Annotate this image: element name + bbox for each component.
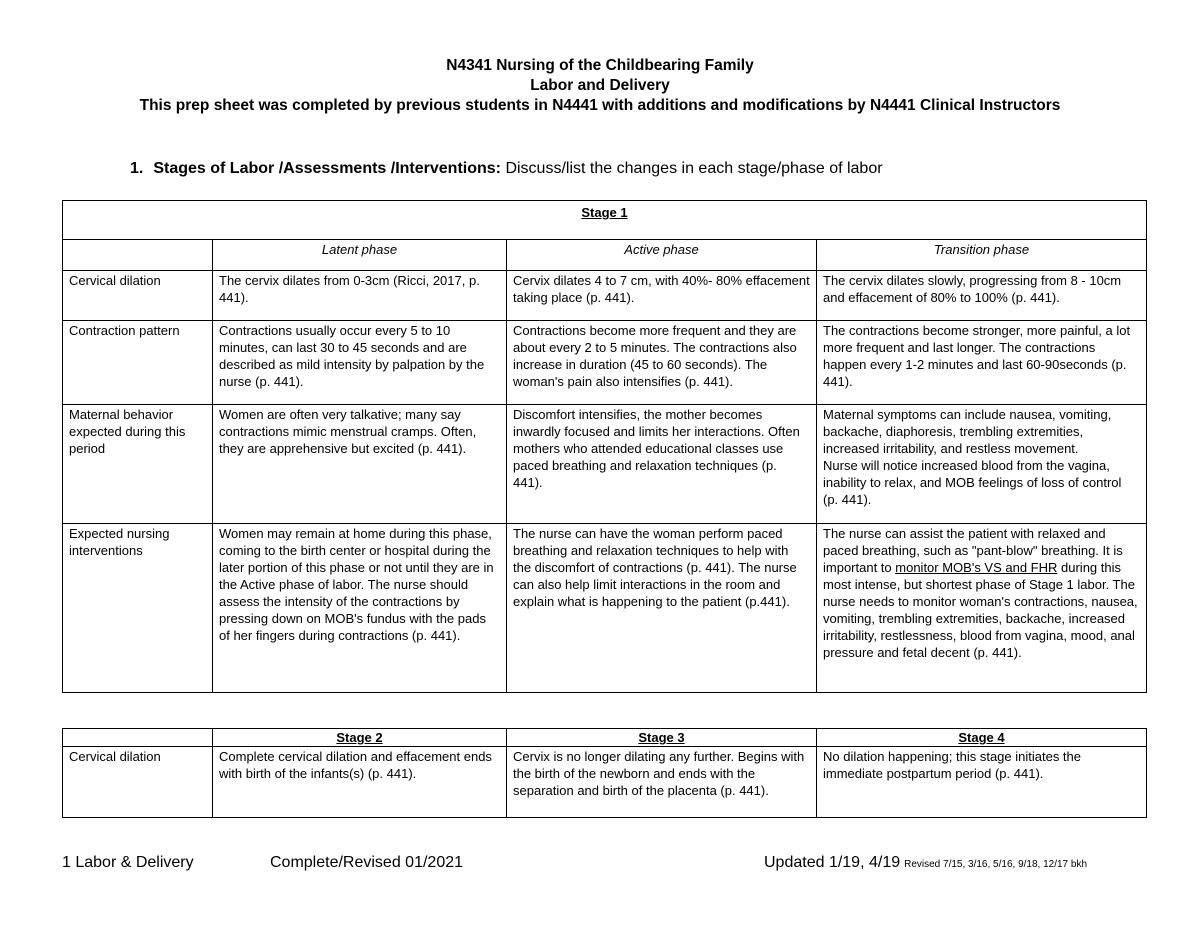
active-cell: Cervix dilates 4 to 7 cm, with 40%- 80% effacement taking place (p. 441). — [507, 271, 817, 321]
section-title — [130, 160, 883, 178]
document-title: Labor and Delivery — [530, 77, 670, 94]
transition-text-post: during this most intense, but shortest phase of Stage 1 labor. The nurse needs to monitor woman's contractions, nausea, vomiting, trembling extremities, backache, increased irritability, restlessness, blood from vagina, mood, anal pressure and fetal decent (p. 441). — [823, 560, 1138, 660]
stage1-table — [62, 200, 1147, 693]
section-title-bold: Stages of Labor /Assessments /Interventions: — [153, 160, 501, 177]
transition-cell — [817, 524, 1147, 693]
row-label: Cervical dilation — [63, 271, 213, 321]
page-footer — [62, 854, 1146, 874]
transition-phase-heading: Transition phase — [817, 240, 1147, 271]
transition-text-a: Maternal symptoms can include nausea, vomiting, backache, diaphoresis, trembling extremities, increased irritability, and restless movement. — [823, 407, 1112, 456]
course-title: N4341 Nursing of the Childbearing Family — [446, 57, 754, 74]
transition-cell: The contractions become stronger, more painful, a lot more frequent and last longer. The contractions happen every 1-2 minutes and last 60-90seconds (p. 441). — [817, 321, 1147, 405]
empty-corner-cell — [63, 729, 213, 747]
underlined-text: monitor MOB's VS and FHR — [895, 560, 1058, 575]
row-label: Cervical dilation — [63, 747, 213, 818]
latent-cell: The cervix dilates from 0-3cm (Ricci, 2017, p. 441). — [213, 271, 507, 321]
stage3-cell: Cervix is no longer dilating any further. Begins with the birth of the newborn and ends with the separation and birth of the placenta (p. 441). — [507, 747, 817, 818]
table-row — [63, 405, 1147, 524]
active-cell: Contractions become more frequent and they are about every 2 to 5 minutes. The contractions also increase in duration (45 to 60 seconds). The woman's pain also intensifies (p. 441). — [507, 321, 817, 405]
row-label: Maternal behavior expected during this period — [63, 405, 213, 524]
latent-cell: Women are often very talkative; many say contractions mimic menstrual cramps. Often, they are apprehensive but excited (p. 441). — [213, 405, 507, 524]
latent-phase-heading: Latent phase — [213, 240, 507, 271]
stage2-heading: Stage 2 — [213, 729, 507, 747]
active-phase-heading: Active phase — [507, 240, 817, 271]
stage1-heading: Stage 1 — [63, 201, 1147, 240]
stage4-cell: No dilation happening; this stage initiates the immediate postpartum period (p. 441). — [817, 747, 1147, 818]
stage3-heading: Stage 3 — [507, 729, 817, 747]
active-cell: The nurse can have the woman perform paced breathing and relaxation techniques to help with the discomfort of contractions (p. 441). The nurse can also help limit interactions in the room and explain what is happening to the patient (p.441). — [507, 524, 817, 693]
stages-2-4-table — [62, 728, 1147, 818]
section-number: 1. — [130, 160, 144, 177]
latent-cell: Contractions usually occur every 5 to 10 minutes, can last 30 to 45 seconds and are described as mild intensity by palpation by the nurse (p. 441). — [213, 321, 507, 405]
transition-cell: The cervix dilates slowly, progressing from 8 - 10cm and effacement of 80% to 100% (p. 441). — [817, 271, 1147, 321]
active-cell: Discomfort intensifies, the mother becomes inwardly focused and limits her interactions. Often mothers who attended educational classes use paced breathing and relaxation techniques (p. 441). — [507, 405, 817, 524]
document-header — [0, 56, 1200, 116]
latent-cell: Women may remain at home during this phase, coming to the birth center or hospital during the later portion of this phase or not until they are in the Active phase of labor. The nurse should assess the intensity of the contractions by pressing down on MOB's fundus with the pads of her fingers during contractions (p. 441). — [213, 524, 507, 693]
transition-text-pre: The nurse can assist the patient with relaxed and paced breathing, such as "pant-blow" breathing. It is important to — [823, 526, 1123, 575]
document-subtitle: This prep sheet was completed by previous students in N4441 with additions and modifications by N4441 Clinical Instructors — [139, 97, 1061, 114]
table-row — [63, 747, 1147, 818]
table-row — [63, 271, 1147, 321]
footer-page-label: 1 Labor & Delivery — [62, 854, 194, 871]
empty-corner-cell — [63, 240, 213, 271]
footer-updated-text: Updated 1/19, 4/19 — [764, 854, 901, 871]
footer-revised-text: Revised 7/15, 3/16, 5/16, 9/18, 12/17 bkh — [904, 859, 1088, 870]
stage4-heading: Stage 4 — [817, 729, 1147, 747]
transition-cell — [817, 405, 1147, 524]
stage2-cell: Complete cervical dilation and effacement ends with birth of the infants(s) (p. 441). — [213, 747, 507, 818]
table-row — [63, 321, 1147, 405]
transition-text-b: Nurse will notice increased blood from the vagina, inability to relax, and MOB feelings of loss of control (p. 441). — [823, 458, 1122, 507]
table-row — [63, 524, 1147, 693]
row-label: Expected nursing interventions — [63, 524, 213, 693]
footer-updated — [764, 854, 1087, 872]
row-label: Contraction pattern — [63, 321, 213, 405]
section-title-rest: Discuss/list the changes in each stage/phase of labor — [501, 160, 883, 177]
footer-complete-revised: Complete/Revised 01/2021 — [270, 854, 464, 871]
